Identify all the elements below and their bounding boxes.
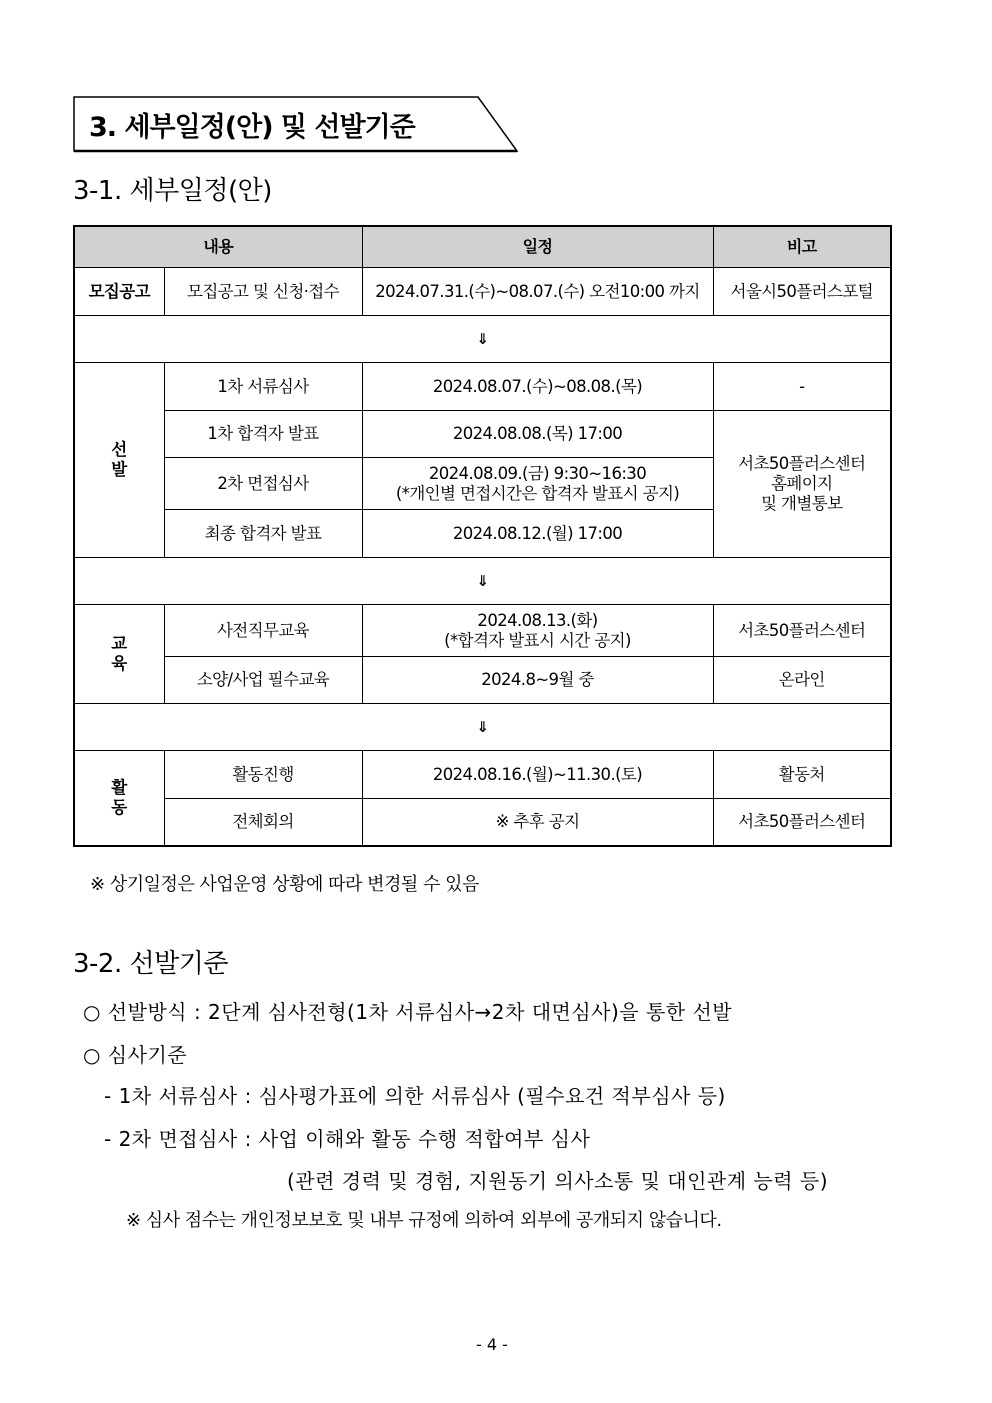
table-header-row [74,226,891,268]
arrow-row [74,558,891,605]
date-cell: 2024.08.07.(수)~08.08.(목) [362,363,713,411]
category-recruit: 모집공고 [74,268,164,316]
date-cell: 2024.8~9월 중 [362,657,713,704]
date-line: 2024.08.13.(화) [477,610,598,630]
criteria-second-review: - 2차 면접심사 : 사업 이해와 활동 수행 적합여부 심사 [104,1127,591,1151]
item-cell: 1차 서류심사 [164,363,362,411]
arrow-row [74,316,891,363]
date-cell: 2024.08.12.(월) 17:00 [362,510,713,558]
criteria-second-review-detail: (관련 경력 및 경험, 지원동기 의사소통 및 대인관계 능력 등) [287,1169,829,1193]
criteria-method: ○ 선발방식 : 2단계 심사전형(1차 서류심사→2차 대면심사)을 통한 선발 [83,1000,733,1024]
item-cell: 최종 합격자 발표 [164,510,362,558]
header-schedule: 일정 [362,226,713,268]
table-row [74,657,891,704]
note-line: 홈페이지 [771,474,833,493]
date-subline: (*개인별 면접시간은 합격자 발표시 공지) [395,483,680,503]
arrow-row [74,704,891,751]
category-activity: 활 동 [74,751,164,846]
note-cell: 서울시50플러스포털 [713,268,891,316]
page-number: - 4 - [476,1335,508,1354]
item-cell: 소양/사업 필수교육 [164,657,362,704]
item-cell: 2차 면접심사 [164,458,362,510]
item-cell: 1차 합격자 발표 [164,411,362,458]
date-cell: 2024.07.31.(수)~08.07.(수) 오전10:00 까지 [362,268,713,316]
table-row [74,751,891,799]
down-arrow-icon: ⇓ [74,704,891,751]
date-subline: (*합격자 발표시 시간 공지) [444,630,631,650]
table-row [74,268,891,316]
note-cell: 서초50플러스센터 [713,605,891,657]
section-title: 3. 세부일정(안) 및 선발기준 [89,112,415,143]
category-education: 교 육 [74,605,164,704]
item-cell: 모집공고 및 신청·접수 [164,268,362,316]
note-cell: - [713,363,891,411]
table-row [74,363,891,411]
criteria-privacy-note: ※ 심사 점수는 개인정보보호 및 내부 규정에 의하여 외부에 공개되지 않습니다. [126,1210,722,1231]
date-cell: 2024.08.16.(월)~11.30.(토) [362,751,713,799]
schedule-footnote: ※ 상기일정은 사업운영 상황에 따라 변경될 수 있음 [90,874,479,895]
item-cell: 활동진행 [164,751,362,799]
down-arrow-icon: ⇓ [74,558,891,605]
subsection-heading-schedule: 3-1. 세부일정(안) [73,176,272,206]
category-selection: 선 발 [74,363,164,558]
down-arrow-icon: ⇓ [74,316,891,363]
item-cell: 사전직무교육 [164,605,362,657]
note-line: 서초50플러스센터 [738,454,866,473]
header-remarks: 비고 [713,226,891,268]
date-line: 2024.08.09.(금) 9:30~16:30 [428,463,647,483]
section-header [73,96,518,152]
date-cell: ※ 추후 공지 [362,799,713,846]
note-line: 및 개별통보 [761,494,843,513]
date-cell [362,605,713,657]
note-cell: 온라인 [713,657,891,704]
note-cell: 활동처 [713,751,891,799]
criteria-standard-heading: ○ 심사기준 [83,1043,188,1067]
note-cell: 서초50플러스센터 [713,799,891,846]
item-cell: 전체회의 [164,799,362,846]
table-row [74,411,891,458]
note-cell-merged [713,411,891,558]
criteria-first-review: - 1차 서류심사 : 심사평가표에 의한 서류심사 (필수요건 적부심사 등) [104,1084,726,1108]
table-row [74,799,891,846]
date-cell: 2024.08.08.(목) 17:00 [362,411,713,458]
header-content: 내용 [74,226,362,268]
date-cell [362,458,713,510]
schedule-table [73,225,892,847]
subsection-heading-criteria: 3-2. 선발기준 [73,949,228,979]
table-row [74,605,891,657]
